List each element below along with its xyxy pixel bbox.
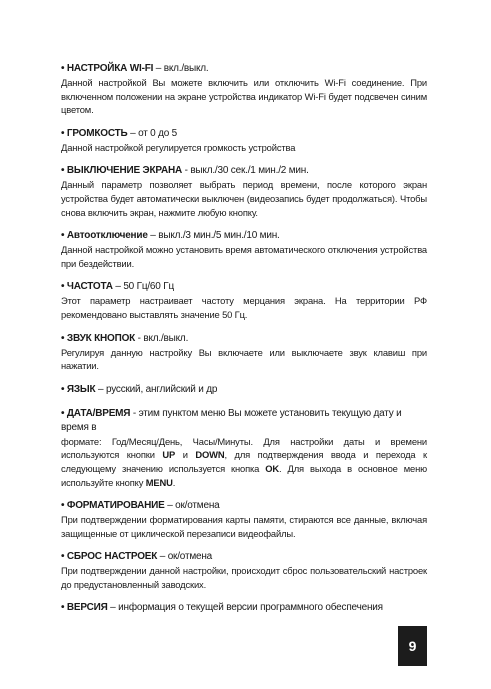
section-title: • ВЫКЛЮЧЕНИЕ ЭКРАНА (61, 165, 183, 177)
section-heading (61, 127, 427, 141)
key-down-label: DOWN (195, 449, 225, 461)
section-title: • ЧАСТОТА (61, 281, 113, 293)
section-value: - этим пунктом меню Вы можете установить текущую дату и время в (61, 407, 402, 433)
page-number: 9 (398, 626, 427, 666)
section-wifi (61, 62, 427, 117)
section-title: • ЯЗЫК (61, 383, 96, 395)
body-text: формате: Год/Месяц/День, Часы/Минуты. Для настройки даты и времени используются кнопки (61, 435, 427, 461)
section-reset (61, 550, 427, 591)
section-title: • ВЕРСИЯ (61, 602, 108, 614)
section-heading (61, 383, 427, 397)
key-up-label: UP (162, 449, 176, 461)
section-title: • ГРОМКОСТЬ (61, 127, 128, 139)
section-heading (61, 164, 427, 178)
section-value: – вкл./выкл. (153, 63, 209, 74)
section-title: • ФОРМАТИРОВАНИЕ (61, 500, 165, 512)
section-heading (61, 332, 427, 346)
section-value: - вкл./выкл. (135, 332, 189, 344)
section-value: – выкл./3 мин./5 мин./10 мин. (147, 230, 280, 242)
section-screen-off (61, 164, 427, 219)
section-heading (61, 601, 427, 615)
section-value: – русский, английский и др (95, 383, 218, 395)
section-key-sound (61, 332, 427, 373)
section-value: – от 0 до 5 (127, 127, 178, 139)
body-text: , для подтверждения ввода и перехода к следующему значению используется кнопка (61, 449, 428, 474)
section-title: • НАСТРОЙКА WI-FI (61, 63, 154, 74)
section-value: – ок/отмена (157, 551, 213, 563)
section-body: Данной настройкой регулируется громкость устройства (61, 141, 296, 153)
section-body: Данный параметр позволяет выбрать период времени, после которого экран устройства будет автоматически выключен (видеозапись будет продолжаться). Чтобы снова включить экран, нажмите любую кнопку. (61, 179, 427, 218)
section-frequency (61, 280, 427, 321)
section-auto-off (61, 229, 427, 270)
section-heading (61, 62, 427, 76)
section-body: Этот параметр настраивает частоту мерцания экрана. На территории РФ рекомендовано выставлять значение 50 Гц. (61, 295, 427, 320)
section-body: При подтверждении данной настройки, происходит сброс пользовательский настроек до предустановленный заводских. (61, 565, 427, 590)
section-volume (61, 127, 427, 155)
section-heading (61, 280, 427, 294)
section-title: • Автоотключение (61, 230, 148, 242)
manual-content (61, 62, 427, 625)
section-body: Данной настройкой Вы можете включить или отключить Wi-Fi соединение. При включенном положении на экране устройства индикатор Wi-Fi будет подсвечен синим цветом. (61, 77, 427, 116)
body-text: . (172, 476, 176, 488)
section-body: Данной настройкой можно установить время автоматического отключения устройства при бездействии. (61, 244, 427, 269)
section-heading (61, 229, 427, 243)
section-body (61, 435, 427, 489)
body-text: . Для выхода в основное меню используйте кнопку (61, 462, 427, 488)
section-title: • ДАТА/ВРЕМЯ (61, 407, 131, 419)
section-value: – ок/отмена (164, 500, 220, 512)
section-heading (61, 407, 427, 435)
section-body: Регулируя данную настройку Вы включаете или выключаете звук клавиш при нажатии. (61, 346, 427, 372)
section-title: • ЗВУК КНОПОК (61, 332, 136, 344)
section-body: При подтверждении форматирования карты памяти, стираются все данные, включая защищенные от циклической перезаписи видеофайлы. (61, 514, 427, 539)
section-heading (61, 499, 427, 513)
section-version (61, 601, 427, 615)
key-menu-label: MENU (145, 476, 173, 488)
section-heading (61, 550, 427, 564)
body-text: и (175, 449, 196, 461)
section-value: – 50 Гц/60 Гц (112, 281, 174, 293)
key-ok-label: OK (265, 462, 280, 474)
section-title: • СБРОС НАСТРОЕК (61, 551, 158, 563)
section-format (61, 499, 427, 540)
section-value: – информация о текущей версии программного обеспечения (107, 602, 383, 614)
section-value: - выкл./30 сек./1 мин./2 мин. (182, 165, 309, 177)
section-date-time (61, 407, 427, 489)
section-language (61, 383, 427, 397)
